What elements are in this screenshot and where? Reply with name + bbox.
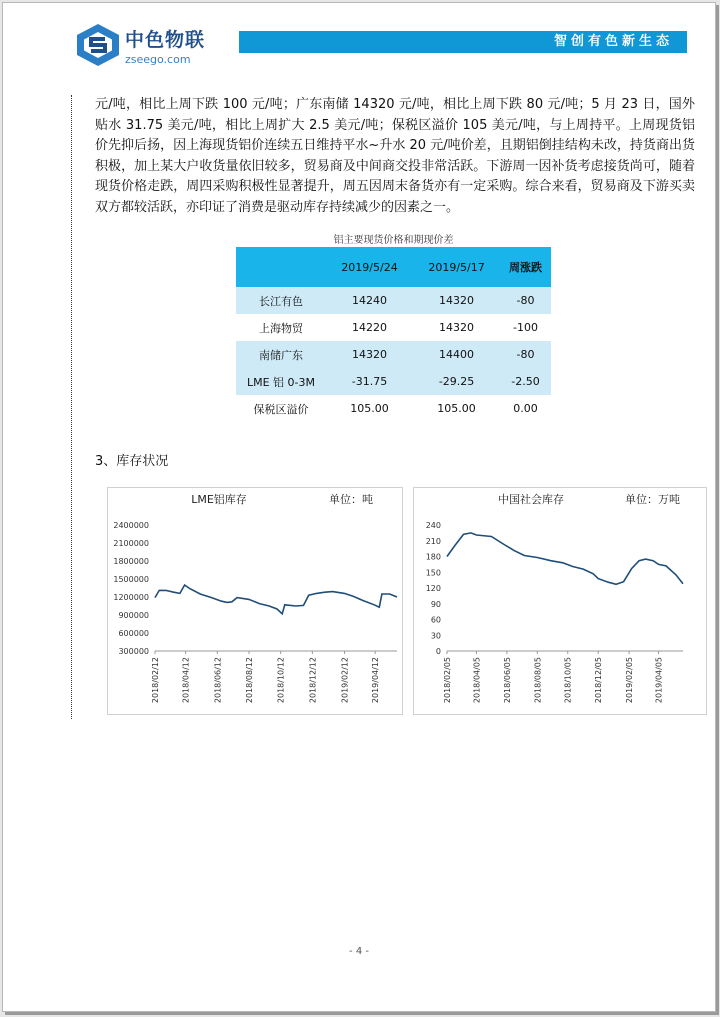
table-header-cell: 周涨跌 bbox=[500, 247, 551, 287]
y-tick-label: 90 bbox=[430, 599, 441, 609]
y-tick-label: 30 bbox=[430, 631, 441, 641]
table-cell: 14240 bbox=[326, 287, 413, 314]
table-cell: LME 铝 0-3M bbox=[236, 368, 326, 395]
table-row bbox=[236, 368, 551, 395]
logo-name: 中色物联 bbox=[125, 29, 206, 51]
x-tick-label: 2018/12/05 bbox=[594, 657, 604, 704]
table-header-cell: 2019/5/24 bbox=[326, 247, 413, 287]
body-paragraph: 元/吨，相比上周下跌 100 元/吨；广东南储 14320 元/吨，相比上周下跌 80 元/吨；5 月 23 日，国外贴水 31.75 美元/吨，相比上周扩大 2.5 美元/吨；保税区溢价 105 美元/吨，与上周持平。上周现货铝价先抑后扬，因上海现货铝价连续五日维持平水~升水 20 元/吨价差，且期铝倒挂结构未改，持货商出货积极，加上某大户收货量依旧较多，贸易商及中间商交投非常活跃。下游周一因补货考虑接货尚可，随着现货价格走跌，周四采购积极性显著提升，周五因周末备货亦有一定采购。综合来看，贸易商及下游买卖双方都较活跃，亦印证了消费是驱动库存持续减少的因素之一。 bbox=[95, 97, 695, 215]
table-row bbox=[236, 287, 551, 314]
table-row bbox=[236, 314, 551, 341]
table-cell: -80 bbox=[500, 287, 551, 314]
table-cell: 14320 bbox=[326, 341, 413, 368]
table-cell: 105.00 bbox=[437, 402, 476, 415]
logo-text bbox=[125, 25, 205, 66]
table-cell: -80 bbox=[500, 341, 551, 368]
table-cell: 14400 bbox=[413, 341, 500, 368]
table-header-row bbox=[236, 247, 551, 287]
x-tick-label: 2018/06/12 bbox=[213, 657, 223, 704]
table-cell: -31.75 bbox=[326, 368, 413, 395]
y-tick-label: 1200000 bbox=[113, 593, 149, 602]
chart-title: 中国社会库存 bbox=[498, 493, 564, 506]
table-cell: 保税区溢价 bbox=[253, 402, 309, 416]
chart-title: LME铝库存 bbox=[191, 493, 247, 506]
y-tick-label: 0 bbox=[435, 647, 441, 656]
table-row bbox=[236, 341, 551, 368]
x-tick-label: 2018/04/05 bbox=[472, 657, 482, 704]
x-tick-label: 2018/10/12 bbox=[276, 657, 286, 704]
table-cell: 上海物贸 bbox=[259, 321, 303, 335]
table-cell: -29.25 bbox=[413, 368, 500, 395]
x-tick-label: 2018/02/12 bbox=[151, 657, 160, 704]
lme-inventory-chart bbox=[107, 487, 403, 715]
y-tick-label: 150 bbox=[425, 568, 441, 578]
x-tick-label: 2019/02/05 bbox=[625, 657, 635, 704]
logo-website: zseego.com bbox=[125, 53, 191, 66]
table-cell: 14320 bbox=[413, 287, 500, 314]
table-cell: -100 bbox=[513, 321, 539, 334]
section-heading: 3、库存状况 bbox=[95, 454, 169, 469]
y-tick-label: 210 bbox=[425, 536, 441, 546]
y-tick-label: 300000 bbox=[118, 647, 149, 656]
x-tick-label: 2018/12/12 bbox=[308, 657, 318, 704]
table-header-cell bbox=[236, 247, 326, 287]
margin-dotted-line bbox=[71, 95, 72, 719]
slogan-banner: 智创有色新生态 bbox=[239, 31, 687, 53]
y-tick-label: 600000 bbox=[118, 629, 149, 638]
y-tick-label: 2100000 bbox=[113, 539, 149, 548]
table-header-cell: 2019/5/17 bbox=[413, 247, 500, 287]
china-social-inventory-chart bbox=[413, 487, 707, 715]
y-tick-label: 180 bbox=[425, 552, 441, 562]
chart-unit: 单位：万吨 bbox=[625, 493, 680, 506]
x-tick-label: 2018/08/05 bbox=[533, 657, 543, 704]
y-tick-label: 120 bbox=[425, 584, 441, 593]
y-tick-label: 60 bbox=[430, 615, 441, 625]
page-number: - 4 - bbox=[349, 946, 369, 957]
y-tick-label: 900000 bbox=[118, 611, 149, 620]
zseego-logo-icon bbox=[75, 23, 121, 67]
table-cell: 14220 bbox=[352, 321, 388, 334]
table-cell: -2.50 bbox=[500, 368, 551, 395]
table-cell: 0.00 bbox=[513, 402, 538, 415]
x-tick-label: 2019/04/12 bbox=[371, 657, 381, 704]
x-tick-label: 2019/02/12 bbox=[340, 657, 350, 704]
x-tick-label: 2018/06/05 bbox=[502, 657, 512, 704]
spot-price-table bbox=[236, 247, 551, 422]
x-tick-label: 2018/08/12 bbox=[244, 657, 254, 704]
document-page bbox=[2, 2, 716, 1012]
x-tick-label: 2018/10/05 bbox=[563, 657, 573, 704]
y-tick-label: 240 bbox=[425, 521, 441, 530]
table-row bbox=[236, 395, 551, 422]
y-tick-label: 1800000 bbox=[113, 557, 149, 566]
table-cell: 南储广东 bbox=[236, 341, 326, 368]
x-tick-label: 2019/04/05 bbox=[654, 657, 664, 704]
table-cell: 长江有色 bbox=[236, 287, 326, 314]
x-tick-label: 2018/02/05 bbox=[443, 657, 452, 704]
x-tick-label: 2018/04/12 bbox=[181, 657, 191, 704]
y-tick-label: 1500000 bbox=[113, 575, 149, 584]
table-cell: 14320 bbox=[439, 321, 475, 334]
table-caption: 铝主要现货价格和期现价差 bbox=[333, 235, 454, 246]
chart-unit: 单位：吨 bbox=[329, 493, 373, 506]
y-tick-label: 2400000 bbox=[113, 521, 149, 530]
table-cell: 105.00 bbox=[350, 402, 389, 415]
